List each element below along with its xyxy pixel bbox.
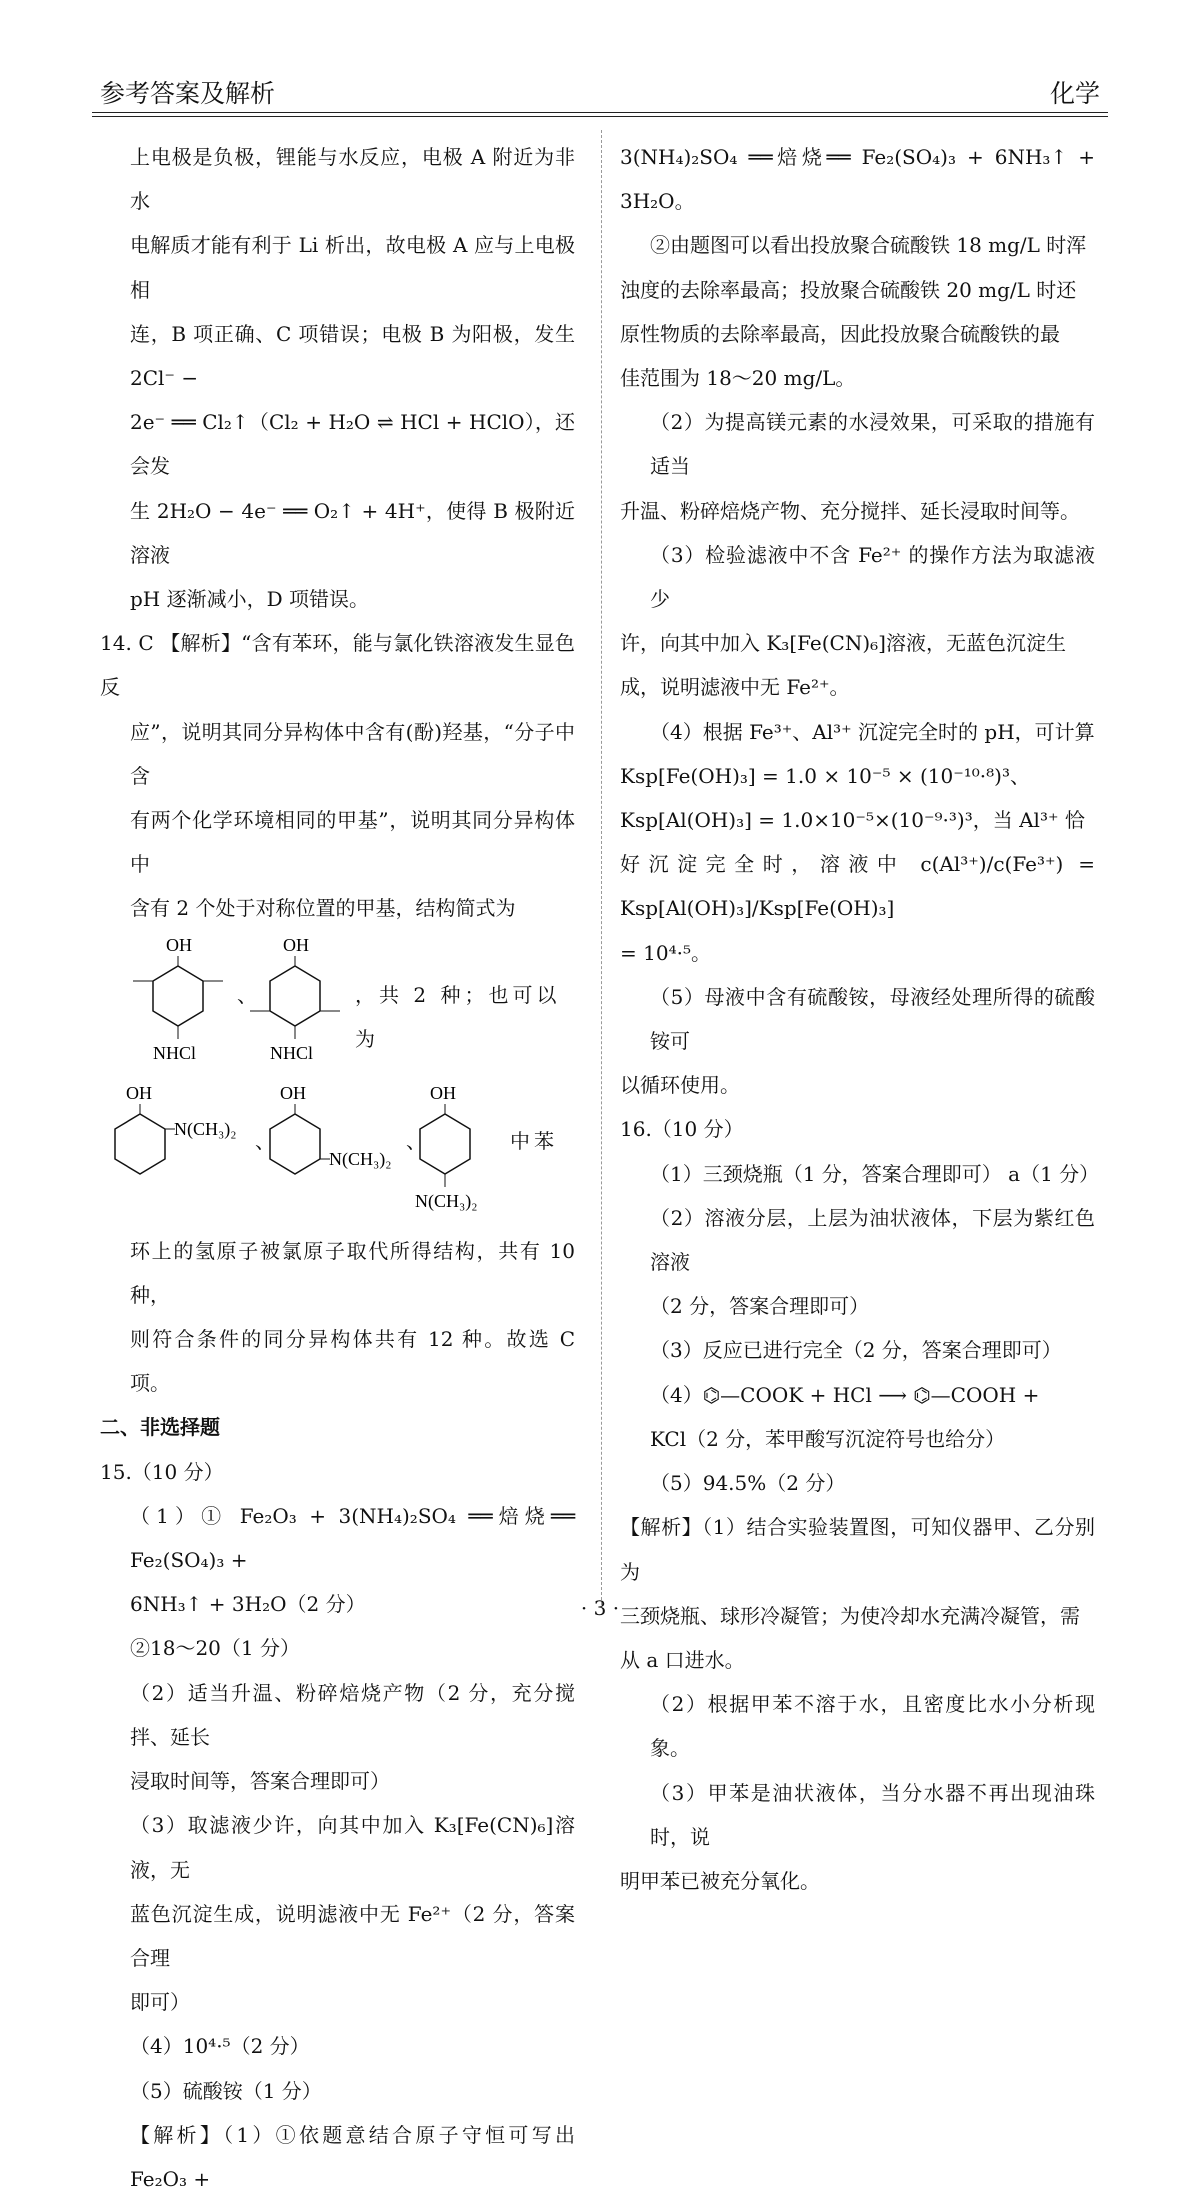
oh-label: OH (283, 934, 309, 955)
separator: 、 (406, 1128, 426, 1153)
text-line: 原性物质的去除率最高，因此投放聚合硫酸铁的最 (620, 321, 1060, 346)
text-line: 从 a 口进水。 (620, 1647, 745, 1672)
text-line: 6NH₃↑ + 3H₂O（2 分） (130, 1592, 366, 1617)
separator: 、 (255, 1128, 275, 1153)
amine-structure-3 (405, 1079, 515, 1229)
phenol-structure-2 (235, 931, 355, 1071)
nhcl-label: NHCl (270, 1042, 314, 1063)
column-divider (601, 130, 602, 1605)
text-line: （1）三颈烧瓶（1 分，答案合理即可） a（1 分） (650, 1161, 1100, 1186)
structure-row-2 (100, 1079, 575, 1229)
text-line: （2）为提高镁元素的水浸效果，可采取的措施有适当 (650, 410, 1095, 479)
text-line: （4）⌬—COOK + HCl ⟶ ⌬—COOH + (650, 1382, 1040, 1407)
phenol-structure-1 (118, 931, 238, 1071)
text-line: （2）根据甲苯不溶于水，且密度比水小分析现象。 (650, 1692, 1095, 1761)
text-line: 2e⁻ ══ Cl₂↑（Cl₂ + H₂O ⇌ HCl + HClO），还会发 (130, 410, 575, 479)
text-line: （2 分，答案合理即可） (650, 1294, 870, 1319)
text-line: （3）取滤液少许，向其中加入 K₃[Fe(CN)₆]溶液，无 (130, 1813, 575, 1882)
page-number: · 3 · (580, 1596, 620, 1620)
text-line: pH 逐渐减小，D 项错误。 (130, 587, 369, 612)
text-line: 应”，说明其同分异构体中含有(酚)羟基，“分子中含 (130, 719, 575, 788)
text-line: （5）硫酸铵（1 分） (130, 2078, 322, 2103)
oh-label: OH (166, 934, 192, 955)
text-line: 16.（10 分） (620, 1117, 744, 1142)
text-line: 三颈烧瓶、球形冷凝管；为使冷却水充满冷凝管，需 (620, 1603, 1080, 1628)
text-line: 蓝色沉淀生成，说明滤液中无 Fe²⁺（2 分，答案合理 (130, 1901, 575, 1970)
text-line: （3）反应已进行完全（2 分，答案合理即可） (650, 1338, 1062, 1363)
nhcl-label: NHCl (153, 1042, 197, 1063)
header-right: 化学 (1049, 79, 1100, 108)
text-line: 则符合条件的同分异构体共有 12 种。故选 C 项。 (130, 1327, 575, 1396)
text-line: 有两个化学环境相同的甲基”，说明其同分异构体中 (130, 808, 575, 877)
text-line: （4）10⁴·⁵（2 分） (130, 2034, 310, 2059)
text-line: 【解析】（1）①依题意结合原子守恒可写出 Fe₂O₃ + (130, 2122, 575, 2191)
text-line: （5）94.5%（2 分） (650, 1471, 846, 1496)
text-line: = 10⁴·⁵。 (620, 940, 711, 965)
text-line: 环上的氢原子被氯原子取代所得结构，共有 10 种， (130, 1238, 575, 1307)
text-line: ②由题图可以看出投放聚合硫酸铁 18 mg/L 时浑 (650, 233, 1087, 258)
text-line: 好沉淀完全时，溶液中 c(Al³⁺)/c(Fe³⁺) = Ksp[Al(OH)₃]/Ksp[Fe(OH)₃] (620, 852, 1095, 921)
page-header (100, 70, 1100, 110)
oh-label: OH (430, 1082, 456, 1103)
text-line: 即可） (130, 1990, 190, 2015)
text-line: （2）溶液分层，上层为油状液体，下层为紫红色溶液 (650, 1205, 1095, 1275)
text-line: 上电极是负极，锂能与水反应，电极 A 附近为非水 (130, 145, 575, 214)
text-line: 升温、粉碎焙烧产物、充分搅拌、延长浸取时间等。 (620, 498, 1080, 523)
text-line: （3）检验滤液中不含 Fe²⁺ 的操作方法为取滤液少 (650, 542, 1095, 612)
text-line: 【解析】（1）结合实验装置图，可知仪器甲、乙分别为 (620, 1515, 1095, 1584)
text-line: 含有 2 个处于对称位置的甲基，结构简式为 (130, 896, 516, 921)
right-column (620, 135, 1100, 1903)
text-line: 佳范围为 18～20 mg/L。 (620, 366, 856, 391)
text-line: （3）甲苯是油状液体，当分水器不再出现油珠时，说 (650, 1780, 1095, 1849)
text-line: Ksp[Fe(OH)₃] = 1.0 × 10⁻⁵ × (10⁻¹⁰·⁸)³、 (620, 763, 1030, 788)
text-line: 以循环使用。 (620, 1073, 740, 1098)
header-rule (92, 112, 1108, 113)
text-line: 生 2H₂O − 4e⁻ ══ O₂↑ + 4H⁺，使得 B 极附近溶液 (130, 498, 575, 567)
text-line: 15.（10 分） (100, 1459, 224, 1484)
text-line: 许，向其中加入 K₃[Fe(CN)₆]溶液，无蓝色沉淀生 (620, 631, 1066, 656)
text-line: 二、非选择题 (100, 1415, 220, 1440)
separator: 、 (237, 982, 257, 1007)
text-line: Ksp[Al(OH)₃] = 1.0×10⁻⁵×(10⁻⁹·³)³，当 Al³⁺ 恰 (620, 808, 1085, 833)
amine-structure-2 (260, 1079, 415, 1229)
text-line: 3(NH₄)₂SO₄ ══焙烧══ Fe₂(SO₄)₃ + 6NH₃↑ + 3H₂O。 (620, 145, 1095, 214)
text-line: 成，说明滤液中无 Fe²⁺。 (620, 675, 850, 700)
text-line: 连，B 项正确、C 项错误；电极 B 为阳极，发生 2Cl⁻ − (130, 321, 575, 391)
text-line: 14. C 【解析】“含有苯环，能与氯化铁溶液发生显色反 (100, 631, 575, 700)
text-line: （2）适当升温、粉碎焙烧产物（2 分，充分搅拌、延长 (130, 1680, 575, 1749)
text-line: （1）① Fe₂O₃ + 3(NH₄)₂SO₄ ══焙烧══ Fe₂(SO₄)₃ + (130, 1503, 575, 1573)
left-column (100, 135, 575, 2201)
text-line: （5）母液中含有硫酸铵，母液经处理所得的硫酸铵可 (650, 984, 1095, 1054)
oh-label: OH (280, 1082, 306, 1103)
nme2-label: N(CH₃)₂ (329, 1148, 392, 1169)
nme2-label: N(CH₃)₂ (174, 1118, 237, 1139)
text-line: 浊度的去除率最高；投放聚合硫酸铁 20 mg/L 时还 (620, 277, 1077, 302)
nme2-label: N(CH₃)₂ (415, 1190, 478, 1211)
text-line: KCl（2 分，苯甲酸写沉淀符号也给分） (650, 1426, 1006, 1451)
oh-label: OH (126, 1082, 152, 1103)
structure-row-1 (100, 931, 575, 1071)
text-line: 电解质才能有利于 Li 析出，故电极 A 应与上电极相 (130, 233, 575, 302)
header-rule-2 (92, 116, 1108, 117)
structure-caption-2: 中苯 (510, 1128, 558, 1153)
text-line: 浸取时间等，答案合理即可） (130, 1769, 390, 1794)
text-line: 明甲苯已被充分氧化。 (620, 1868, 820, 1893)
structure-caption-1: ，共 2 种；也可以为 (355, 982, 561, 1051)
text-line: （4）根据 Fe³⁺、Al³⁺ 沉淀完全时的 pH，可计算 (650, 719, 1095, 744)
amine-structure-1 (100, 1079, 265, 1229)
text-line: ②18～20（1 分） (130, 1636, 300, 1661)
header-left: 参考答案及解析 (100, 79, 276, 108)
